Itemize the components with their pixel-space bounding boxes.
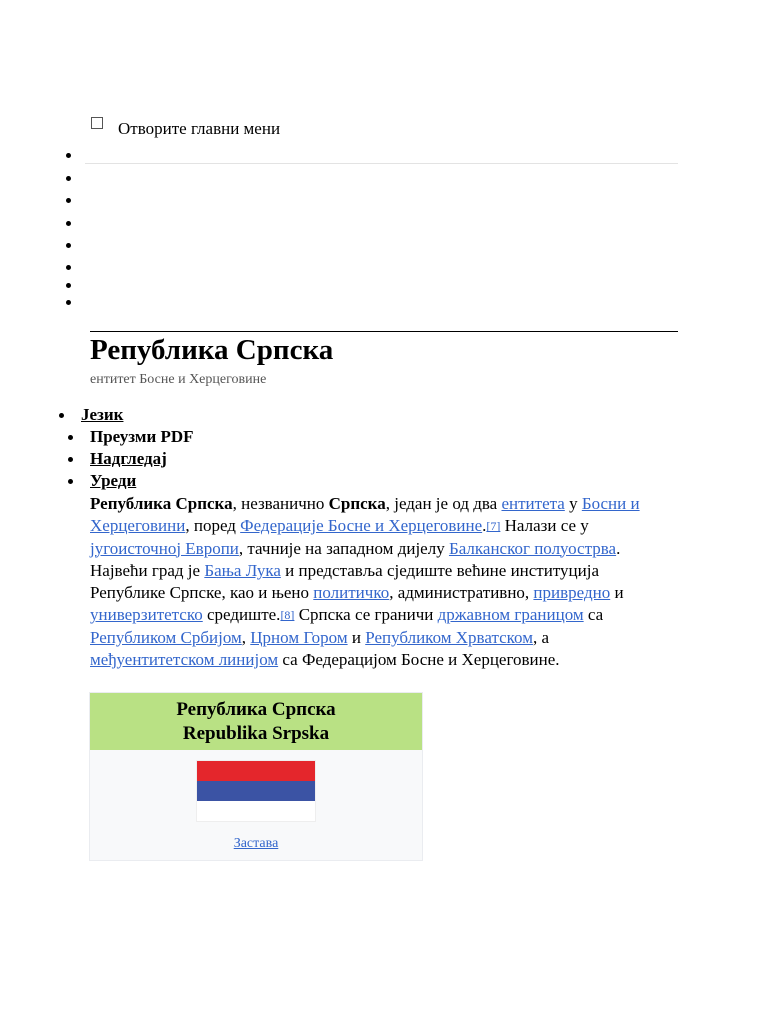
text: , поред [185, 516, 241, 536]
checkbox-icon[interactable] [91, 117, 103, 129]
intro-paragraph [90, 493, 670, 671]
main-menu-toggle[interactable] [91, 119, 280, 139]
link-serbia[interactable]: Републиком Србијом [90, 627, 242, 647]
text: , незванично [232, 494, 329, 513]
nav-bullet [66, 283, 71, 288]
watch-item [56, 448, 194, 470]
flag-image[interactable] [196, 760, 316, 822]
page-subtitle: ентитет Босне и Херцеговине [90, 372, 267, 387]
text: и представља сједиште већине институција Републике Српске, као и њено [90, 560, 600, 603]
edit-item [56, 470, 194, 492]
infobox-flag-section [90, 750, 422, 860]
language-menu [56, 404, 194, 426]
text: , тачније на западном дијелу [238, 538, 449, 558]
flag-stripe-blue [197, 781, 315, 801]
link-state-border[interactable]: државном границом [437, 605, 584, 625]
nav-bullet [66, 176, 71, 181]
edit-link[interactable]: Уреди [90, 471, 137, 490]
text: , административно, [389, 583, 534, 603]
infobox-header [90, 693, 422, 750]
watch-link[interactable]: Надгледај [90, 449, 167, 468]
link-banja-luka[interactable]: Бања Лука [204, 560, 281, 580]
infobox [89, 692, 423, 861]
text: Српска се граничи [294, 605, 438, 625]
text: , [241, 627, 251, 647]
infobox-title-latin: Republika Srpska [182, 723, 330, 744]
link-bih[interactable]: Босни и Херцеговини [90, 494, 640, 536]
text: у [564, 494, 582, 513]
download-pdf-item [56, 426, 194, 448]
divider [85, 163, 678, 164]
text: и [347, 627, 366, 647]
text: . Највећи град је [90, 538, 621, 580]
link-montenegro[interactable]: Црном Гором [250, 627, 348, 647]
main-menu-label: Отворите главни мени [118, 119, 281, 138]
link-southeast-europe[interactable]: југоисточној Европи [90, 538, 239, 558]
nav-bullet [66, 300, 71, 305]
flag-stripe-white [197, 801, 315, 821]
nav-bullet [66, 221, 71, 226]
reference-link[interactable]: [8] [280, 608, 295, 623]
nav-bullet [66, 243, 71, 248]
text: . [482, 516, 487, 536]
bold-term: Република Српска [90, 494, 233, 513]
link-economic[interactable]: привредно [533, 583, 611, 603]
flag-stripe-red [197, 761, 315, 781]
link-federation[interactable]: Федерације Босне и Херцеговине [240, 516, 483, 536]
download-pdf-link[interactable]: Преузми PDF [90, 427, 194, 446]
language-link[interactable]: Језик [81, 405, 124, 424]
nav-bullet [66, 198, 71, 203]
page-title: Република Српска [90, 334, 334, 366]
reference-link[interactable]: [7] [486, 519, 501, 534]
text: Налази се у [500, 516, 589, 536]
link-inter-entity-line[interactable]: међуентитетском линијом [90, 650, 279, 670]
nav-bullet [66, 153, 71, 158]
title-divider [90, 331, 678, 332]
link-political[interactable]: политичко [313, 583, 390, 603]
infobox-title-cyrillic: Република Српска [176, 699, 336, 720]
text: и [610, 583, 624, 603]
link-balkan[interactable]: Балканског полуострва [448, 538, 617, 558]
link-entity[interactable]: ентитета [501, 494, 565, 513]
page-actions [56, 404, 194, 492]
text: са [583, 605, 604, 625]
flag-caption-link[interactable]: Застава [233, 836, 279, 851]
text: , а [532, 627, 549, 647]
text: са Федерацијом Босне и Херцеговине. [278, 650, 560, 670]
text: средиште. [202, 605, 281, 625]
bold-term: Српска [328, 494, 386, 513]
link-croatia[interactable]: Републиком Хрватском [365, 627, 533, 647]
nav-bullet [66, 265, 71, 270]
text: , један је од два [385, 494, 502, 513]
link-university[interactable]: универзитетско [90, 605, 203, 625]
